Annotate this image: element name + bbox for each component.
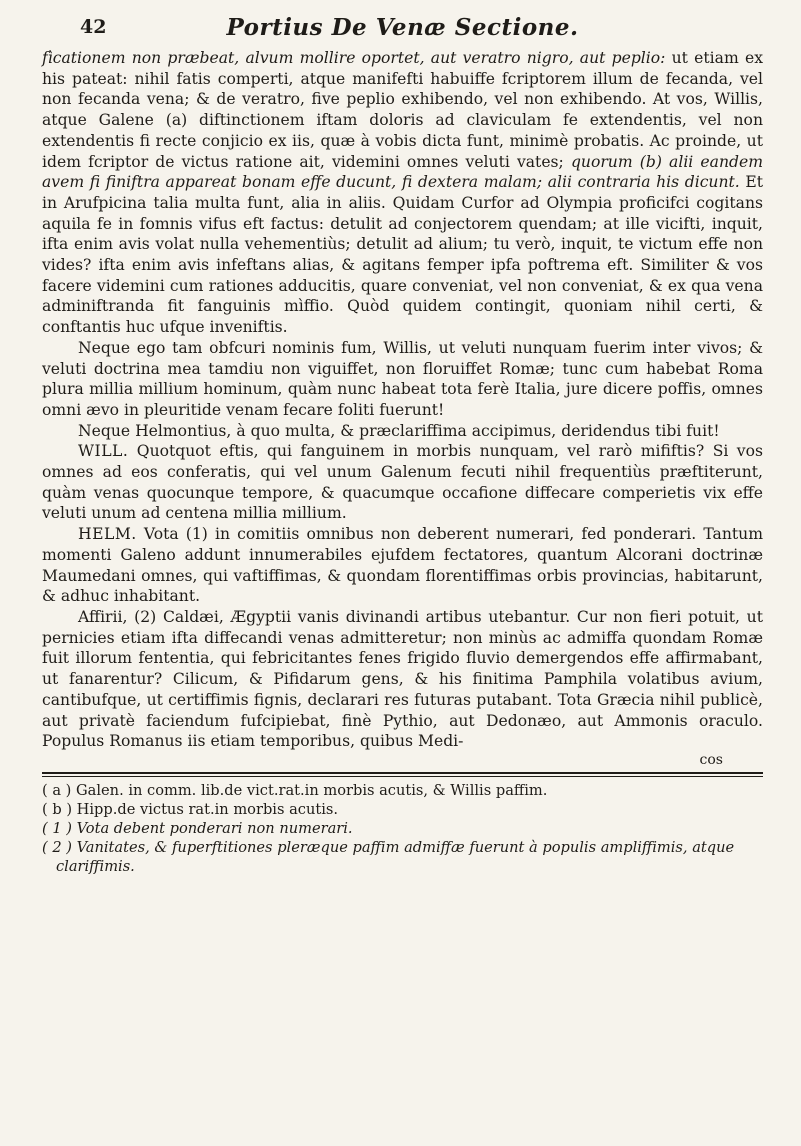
- main-text: [42, 48, 763, 752]
- speaker-helmontius: HELM.: [78, 525, 137, 544]
- paragraph-1-text-b: Et in Arufpicina talia multa funt, alia in aliis. Quidam Curfor ad Olympia proficifci cogitans aquila fe in fomnis vifus eft factus: detulit ad conjectorem quendam; at ille vicifti, inquit, ifta enim avis volat nulla vehementiùs; detulit ad alium; tu verò, inquit, te victum effe non vides? ifta enim avis infeftans alias, & agitans femper ipfa poftrema eft. Similiter & vos facere videmini cum rationes adducitis, quare conveniat, vel non conveniat, & ex qua vena adminiftranda fit fanguinis mìffio. Quòd quidem contingit, quoniam nihil certi, & conftantis huc ufque inveniftis.: [42, 173, 764, 337]
- paragraph-5-text: Vota (1) in comitiis omnibus non deberent numerari, fed ponderari. Tantum momenti Galeno addunt innumerabiles ejufdem fectatores, quantum Alcorani doctrinæ Maumedani omnes, qui vaftiffimas, & quondam florentiffimas orbis provincias, habitarunt, & adhuc inhabitant.: [42, 525, 763, 606]
- footnote-rule-thin: [42, 776, 763, 777]
- paragraph-1-italic-quote: quorum (b) alii eandem avem fi finiftra appareat bonam effe ducunt, fi dextera malam; alii contraria his dicunt.: [42, 152, 763, 192]
- paragraph-6: Affirii, (2) Caldæi, Ægyptii vanis divinandi artibus utebantur. Cur non fieri potuit, ut pernicies etiam ifta diffecandi venas admitteretur; non minùs ac admiffa quondam Romæ fuit illorum fententia, qui febricitantes fenes frigido fluvio demergendos effe affirmabant, ut fanarentur? Cilicum, & Pifidarum gens, & his finitima Pamphila volatibus avium, cantibufque, ut certiffimis fignis, declarari res futuras putabant. Tota Græcia nihil publicè, aut privatè faciendum fufcipiebat, finè Pythio, aut Dedonæo, aut Ammonis oraculo. Populus Romanus iis etiam temporibus, quibus Medi-: [42, 607, 763, 751]
- footnote-1: ( 1 ) Vota debent ponderari non numerari.: [42, 819, 353, 837]
- paragraph-3: Neque Helmontius, à quo multa, & præclariffima accipimus, deridendus tibi fuit!: [78, 421, 720, 440]
- running-head: [42, 14, 763, 44]
- paragraph-1-text-a: ut etiam ex his pateat: nihil fatis comperti, atque manifefti habuiffe fcriptorem illum de fecanda, vel non fecanda vena; & de veratro, five peplio exhibendo, vel non exhibendo. At vos, Willis, atque Galene (a) diftinctionem iftam doloris ad claviculam fe extendentis, vel non extendentis fi recte conjicio ex iis, quæ à vobis dicta funt, minimè probatis. Ac proinde, ut idem fcriptor de victus ratione ait, videmini omnes veluti vates;: [42, 49, 763, 171]
- paragraph-4: [42, 441, 763, 524]
- footnotes: [42, 781, 763, 876]
- paragraph-4-text: Quotquot eftis, qui fanguinem in morbis nunquam, vel rarò mififtis? Si vos omnes ad eos conferatis, qui vel unum Galenum fecuti nihil frequentiùs præftiterunt, quàm venas quocunque tempore, & quacumque occafione diffecare comperietis vix effe veluti unum ad centena millia millium.: [42, 442, 763, 523]
- footnote-a: ( a ) Galen. in comm. lib.de vict.rat.in morbis acutis, & Willis paffim.: [42, 781, 548, 799]
- footnote-b: ( b ) Hipp.de victus rat.in morbis acutis.: [42, 800, 339, 818]
- paragraph-1-italic-opening: fìcationem non præbeat, alvum mollire oportet, aut veratro nigro, aut peplio:: [42, 49, 666, 67]
- footnote-2: ( 2 ) Vanitates, & fuperftitiones pleræque paffim admiffæ fuerunt à populis ampliffimis, atque clariffimis.: [42, 838, 735, 875]
- paragraph-2: Neque ego tam obfcuri nominis fum, Willis, ut veluti nunquam fuerim inter vivos; & veluti doctrina mea tamdiu non viguiffet, non floruiffet Romæ; tunc cum habebat Roma plura millia millium hominum, quàm nunc habeat tota ferè Italia, jure dicere poffis, omnes omni ævo in pleuritide venam fecare foliti fuerunt!: [42, 338, 763, 419]
- paragraph-1: [42, 48, 763, 338]
- paragraph-5: [42, 524, 763, 607]
- page-number: 42: [80, 16, 107, 38]
- catchword: cos: [699, 751, 723, 768]
- footnote-rule: [42, 772, 763, 774]
- running-title: Portius De Venæ Sectione.: [226, 14, 579, 41]
- speaker-willis: WILL.: [78, 442, 129, 461]
